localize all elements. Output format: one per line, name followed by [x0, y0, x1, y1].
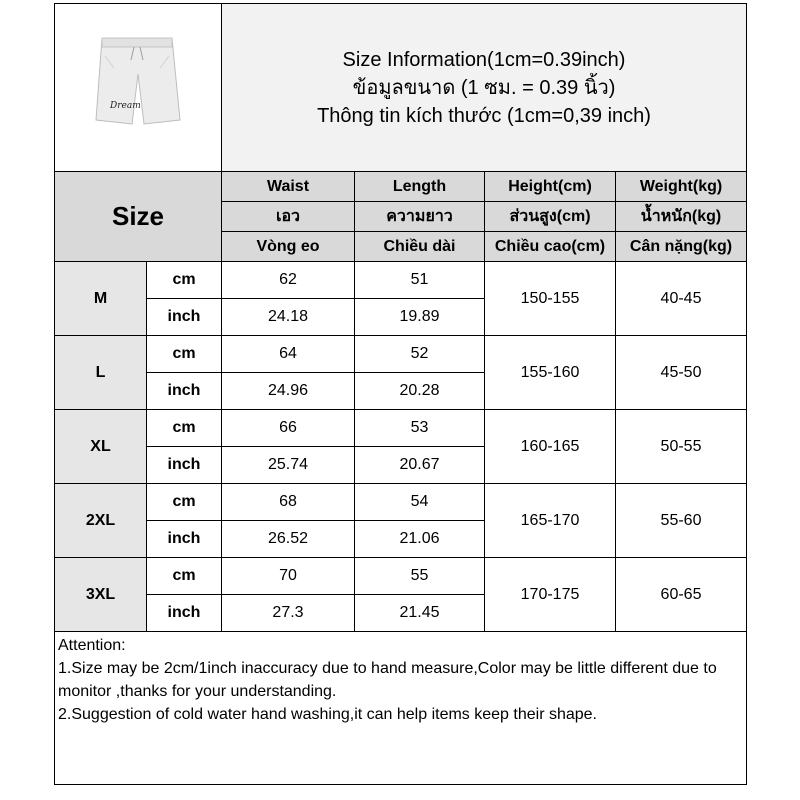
header-waist-en: Waist	[222, 172, 355, 202]
unit-cm: cm	[147, 262, 222, 299]
product-image-cell	[55, 4, 222, 172]
waist-cm-2xl: 68	[222, 484, 355, 521]
length-cm-2xl: 54	[355, 484, 485, 521]
header-weight-vi: Cân nặng(kg)	[616, 232, 747, 262]
unit-inch: inch	[147, 299, 222, 336]
weight-l: 45-50	[616, 336, 747, 410]
length-cm-l: 52	[355, 336, 485, 373]
length-inch-l: 20.28	[355, 373, 485, 410]
waist-cm-xl: 66	[222, 410, 355, 447]
shorts-logo-text: Dream	[110, 100, 141, 111]
header-waist-th: เอว	[222, 202, 355, 232]
height-2xl: 165-170	[485, 484, 616, 558]
title-cell	[222, 4, 747, 172]
unit-inch: inch	[147, 373, 222, 410]
size-label-3xl: 3XL	[55, 558, 147, 632]
length-inch-3xl: 21.45	[355, 595, 485, 632]
height-m: 150-155	[485, 262, 616, 336]
height-3xl: 170-175	[485, 558, 616, 632]
header-height-vi: Chiều cao(cm)	[485, 232, 616, 262]
unit-cm: cm	[147, 484, 222, 521]
waist-cm-m: 62	[222, 262, 355, 299]
height-xl: 160-165	[485, 410, 616, 484]
waist-inch-2xl: 26.52	[222, 521, 355, 558]
header-height-th: ส่วนสูง(cm)	[485, 202, 616, 232]
size-table	[54, 3, 747, 785]
header-length-vi: Chiều dài	[355, 232, 485, 262]
size-label-m: M	[55, 262, 147, 336]
length-cm-3xl: 55	[355, 558, 485, 595]
size-label-l: L	[55, 336, 147, 410]
height-l: 155-160	[485, 336, 616, 410]
title-english: Size Information(1cm=0.39inch)	[342, 48, 626, 71]
header-height-en: Height(cm)	[485, 172, 616, 202]
waist-inch-xl: 25.74	[222, 447, 355, 484]
waist-inch-m: 24.18	[222, 299, 355, 336]
waist-inch-l: 24.96	[222, 373, 355, 410]
header-waist-vi: Vòng eo	[222, 232, 355, 262]
size-label-2xl: 2XL	[55, 484, 147, 558]
title-vietnamese: Thông tin kích thước (1cm=0,39 inch)	[317, 104, 651, 127]
length-inch-m: 19.89	[355, 299, 485, 336]
weight-m: 40-45	[616, 262, 747, 336]
unit-cm: cm	[147, 336, 222, 373]
length-cm-xl: 53	[355, 410, 485, 447]
waist-cm-3xl: 70	[222, 558, 355, 595]
note-item-2: 2.Suggestion of cold water hand washing,it can help items keep their shape.	[58, 706, 597, 723]
length-cm-m: 51	[355, 262, 485, 299]
unit-inch: inch	[147, 595, 222, 632]
length-inch-2xl: 21.06	[355, 521, 485, 558]
note-item-1: 1.Size may be 2cm/1inch inaccuracy due to hand measure,Color may be little different due to monitor ,thanks for your understanding.	[58, 660, 717, 700]
shorts-product-image	[68, 8, 208, 168]
waist-inch-3xl: 27.3	[222, 595, 355, 632]
header-weight-en: Weight(kg)	[616, 172, 747, 202]
header-length-th: ความยาว	[355, 202, 485, 232]
unit-inch: inch	[147, 521, 222, 558]
notes-heading: Attention:	[58, 637, 126, 654]
weight-3xl: 60-65	[616, 558, 747, 632]
title-thai: ข้อมูลขนาด (1 ซม. = 0.39 นิ้ว)	[352, 76, 616, 99]
waist-cm-l: 64	[222, 336, 355, 373]
unit-cm: cm	[147, 410, 222, 447]
header-weight-th: น้ำหนัก(kg)	[616, 202, 747, 232]
weight-xl: 50-55	[616, 410, 747, 484]
size-label-xl: XL	[55, 410, 147, 484]
size-column-header: Size	[55, 172, 222, 262]
length-inch-xl: 20.67	[355, 447, 485, 484]
weight-2xl: 55-60	[616, 484, 747, 558]
header-length-en: Length	[355, 172, 485, 202]
attention-notes	[55, 632, 747, 785]
unit-inch: inch	[147, 447, 222, 484]
size-chart	[54, 3, 746, 797]
unit-cm: cm	[147, 558, 222, 595]
